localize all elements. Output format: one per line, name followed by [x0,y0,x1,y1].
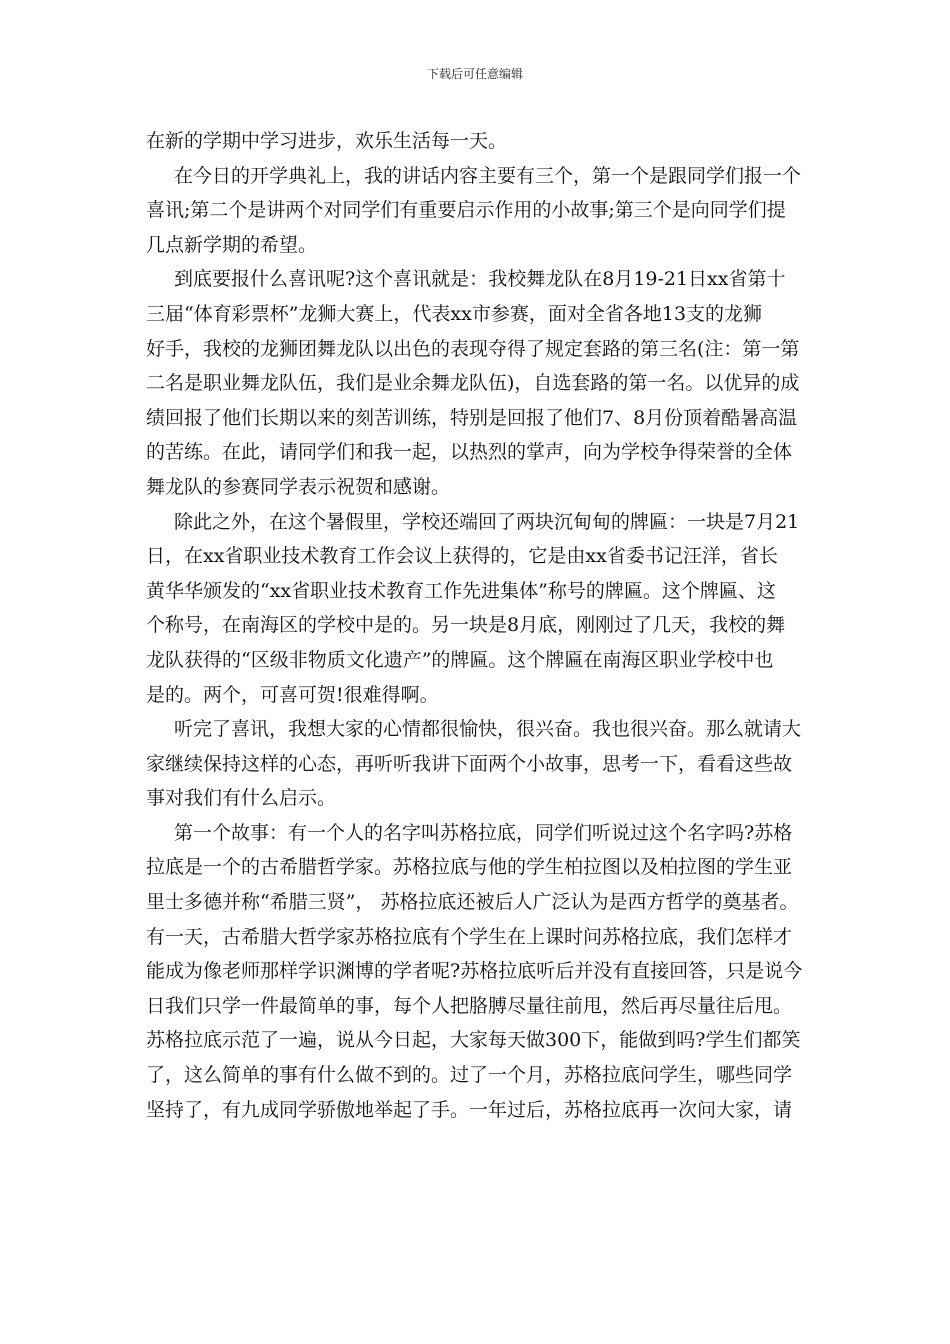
text-line: 事对我们有什么启示。 [146,787,337,810]
text-line: 龙队获得的“区级非物质文化遗产”的牌匾。这个牌匾在南海区职业学校中也 [146,648,774,671]
text-line: 日我们只学一件最简单的事，每个人把胳膊尽量往前甩，然后再尽量往后甩。 [146,994,793,1017]
text-line: 能成为像老师那样学识渊博的学者呢?苏格拉底听后并没有直接回答，只是说今 [146,960,803,983]
text-line: 里士多德并称“希腊三贤”， 苏格拉底还被后人广泛认为是西方哲学的奠基者。 [146,891,799,914]
text-line: 好手，我校的龙狮团舞龙队以出色的表现夺得了规定套路的第三名(注：第一第 [146,337,800,360]
text-line: 绩回报了他们长期以来的刻苦训练，特别是回报了他们7、8月份顶着酷暑高温 [146,406,798,429]
text-line: 个称号，在南海区的学校中是的。另一块是8月底，刚刚过了几天，我校的舞 [146,614,786,637]
text-line: 了，这么简单的事有什么做不到的。过了一个月，苏格拉底问学生，哪些同学 [146,1064,793,1087]
body-text [146,124,806,1127]
text-line: 黄华华颁发的“xx省职业技术教育工作先进集体”称号的牌匾。这个牌匾、这 [146,579,776,602]
text-line: 的苦练。在此，请同学们和我一起，以热烈的掌声，向为学校争得荣誉的全体 [146,441,793,464]
text-line: 在新的学期中学习进步，欢乐生活每一天。 [146,130,508,152]
text-line: 舞龙队的参赛同学表示祝贺和感谢。 [146,475,451,498]
text-line: 有一天，古希腊大哲学家苏格拉底有个学生在上课时问苏格拉底，我们怎样才 [146,925,793,948]
text-line: 二名是职业舞龙队伍，我们是业余舞龙队伍)，自选套路的第一名。以优异的成 [146,372,800,395]
text-line: 家继续保持这样的心态，再听听我讲下面两个小故事，思考一下，看看这些故 [146,752,793,775]
text-line: 喜讯;第二个是讲两个对同学们有重要启示作用的小故事;第三个是向同学们提 [146,199,786,222]
paragraph-start-line: 第一个故事：有一个人的名字叫苏格拉底，同学们听说过这个名字吗?苏格 [174,821,793,844]
text-line: 是的。两个，可喜可贺!很难得啊。 [146,683,439,706]
text-line: 苏格拉底示范了一遍，说从今日起，大家每天做300下，能做到吗?学生们都笑 [146,1029,801,1052]
paragraph-start-line: 除此之外，在这个暑假里，学校还端回了两块沉甸甸的牌匾：一块是7月21 [174,510,800,533]
text-line: 几点新学期的希望。 [146,233,318,256]
text-line: 三届“体育彩票杯”龙狮大赛上，代表xx市参赛，面对全省各地13支的龙狮 [146,302,763,325]
text-line: 拉底是一个的古希腊哲学家。苏格拉底与他的学生柏拉图以及柏拉图的学生亚 [146,856,793,879]
text-line: 坚持了，有九成同学骄傲地举起了手。一年过后，苏格拉底再一次问大家，请 [146,1098,793,1121]
paragraph-start-line: 在今日的开学典礼上，我的讲话内容主要有三个，第一个是跟同学们报一个 [174,164,802,187]
paragraph-start-line: 到底要报什么喜讯呢?这个喜讯就是：我校舞龙队在8月19-21日xx省第十 [174,268,786,291]
page-header: 下载后可任意编辑 [426,67,523,81]
text-line: 日，在xx省职业技术教育工作会议上获得的，它是由xx省委书记汪洋，省长 [146,545,778,568]
paragraph-start-line: 听完了喜讯，我想大家的心情都很愉快，很兴奋。我也很兴奋。那么就请大 [174,718,802,741]
